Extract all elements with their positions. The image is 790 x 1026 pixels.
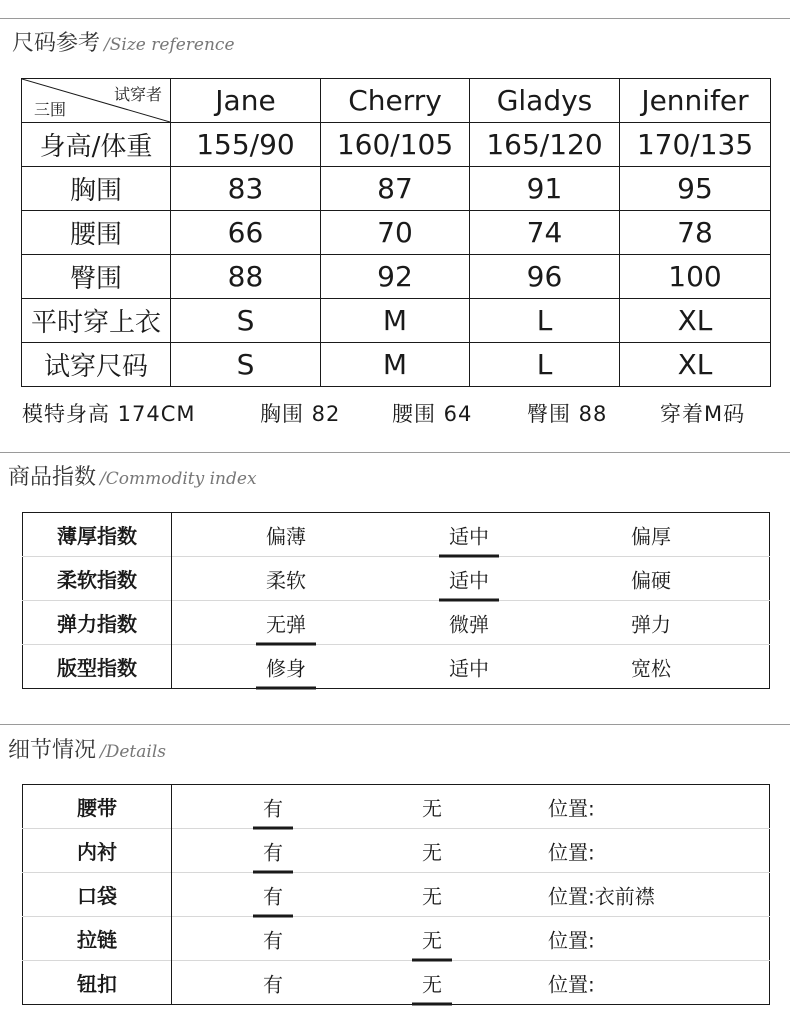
size-cell: 70 <box>321 211 470 255</box>
size-cell: 100 <box>620 255 771 299</box>
size-cell: 83 <box>171 167 321 211</box>
index-option-selected: 无弹 <box>266 608 306 637</box>
model-name: Gladys <box>470 79 620 123</box>
index-divider <box>0 452 790 453</box>
size-cell: 155/90 <box>171 123 321 167</box>
details-options <box>172 785 770 829</box>
details-options <box>172 873 770 917</box>
size-corner-cell <box>22 79 171 123</box>
index-label: 版型指数 <box>23 645 172 689</box>
size-cell: 95 <box>620 167 771 211</box>
index-options <box>172 601 770 645</box>
index-title-en: /Commodity index <box>100 469 257 489</box>
size-row-label: 身高/体重 <box>22 123 171 167</box>
size-cell: 165/120 <box>470 123 620 167</box>
size-cell: XL <box>620 299 771 343</box>
details-position: 位置: <box>548 840 595 864</box>
size-row <box>22 343 771 387</box>
size-cell: 160/105 <box>321 123 470 167</box>
details-label: 腰带 <box>23 785 172 829</box>
model-height: 模特身高 174CM <box>22 402 196 426</box>
size-section-title <box>12 26 235 57</box>
details-section-title <box>8 733 166 764</box>
details-divider <box>0 724 790 725</box>
model-info <box>22 398 782 426</box>
index-row <box>23 513 770 557</box>
top-divider <box>0 18 790 19</box>
details-row <box>23 829 770 873</box>
index-option: 偏薄 <box>266 524 306 548</box>
index-label: 薄厚指数 <box>23 513 172 557</box>
size-cell: 74 <box>470 211 620 255</box>
details-yes: 有 <box>263 972 283 996</box>
size-cell: L <box>470 343 620 387</box>
size-cell: 78 <box>620 211 771 255</box>
size-cell: 91 <box>470 167 620 211</box>
size-row <box>22 255 771 299</box>
size-cell: 96 <box>470 255 620 299</box>
model-bust: 胸围 82 <box>260 402 341 426</box>
details-row <box>23 785 770 829</box>
size-cell: M <box>321 299 470 343</box>
details-yes-selected: 有 <box>263 792 283 821</box>
details-position: 位置: <box>548 796 595 820</box>
model-waist: 腰围 64 <box>392 402 473 426</box>
index-options <box>172 513 770 557</box>
index-section-title <box>8 460 257 491</box>
size-row-label: 臀围 <box>22 255 171 299</box>
size-cell: 88 <box>171 255 321 299</box>
details-position: 位置: <box>548 972 595 996</box>
size-cell: 66 <box>171 211 321 255</box>
index-options <box>172 557 770 601</box>
size-table <box>21 78 771 387</box>
details-label: 钮扣 <box>23 961 172 1005</box>
index-table <box>22 512 770 689</box>
details-row <box>23 873 770 917</box>
model-hip: 臀围 88 <box>527 402 608 426</box>
size-row <box>22 211 771 255</box>
size-cell: M <box>321 343 470 387</box>
size-row <box>22 123 771 167</box>
index-option: 宽松 <box>631 656 671 680</box>
details-title-cn: 细节情况 <box>8 738 97 763</box>
corner-bottom-label: 三围 <box>34 100 67 119</box>
details-options <box>172 961 770 1005</box>
index-row <box>23 645 770 689</box>
model-name: Jennifer <box>620 79 771 123</box>
index-label: 柔软指数 <box>23 557 172 601</box>
size-row-label: 平时穿上衣 <box>22 299 171 343</box>
size-row-label: 试穿尺码 <box>22 343 171 387</box>
index-label: 弹力指数 <box>23 601 172 645</box>
details-label: 口袋 <box>23 873 172 917</box>
index-option: 适中 <box>449 656 489 680</box>
index-row <box>23 601 770 645</box>
index-option-selected: 适中 <box>449 564 489 593</box>
details-options <box>172 829 770 873</box>
details-position: 位置: <box>548 928 595 952</box>
size-cell: 170/135 <box>620 123 771 167</box>
details-no: 无 <box>422 796 442 820</box>
index-option-selected: 修身 <box>266 652 306 681</box>
index-row <box>23 557 770 601</box>
index-title-cn: 商品指数 <box>8 465 97 490</box>
details-position: 位置:衣前襟 <box>548 884 655 908</box>
details-title-en: /Details <box>100 742 166 762</box>
details-no-selected: 无 <box>422 924 442 953</box>
size-row-label: 胸围 <box>22 167 171 211</box>
model-name: Cherry <box>321 79 470 123</box>
details-label: 拉链 <box>23 917 172 961</box>
model-wearing: 穿着M码 <box>660 402 746 426</box>
details-options <box>172 917 770 961</box>
index-option: 弹力 <box>631 612 671 636</box>
details-row <box>23 917 770 961</box>
details-label: 内衬 <box>23 829 172 873</box>
index-option: 偏厚 <box>631 524 671 548</box>
corner-top-label: 试穿者 <box>113 85 162 104</box>
size-title-cn: 尺码参考 <box>12 31 101 56</box>
size-cell: 87 <box>321 167 470 211</box>
size-cell: L <box>470 299 620 343</box>
size-header-row <box>22 79 771 123</box>
index-option: 柔软 <box>266 568 306 592</box>
size-cell: S <box>171 299 321 343</box>
size-row-label: 腰围 <box>22 211 171 255</box>
details-yes-selected: 有 <box>263 880 283 909</box>
index-option: 微弹 <box>449 612 489 636</box>
details-yes-selected: 有 <box>263 836 283 865</box>
model-name: Jane <box>171 79 321 123</box>
index-options <box>172 645 770 689</box>
details-row <box>23 961 770 1005</box>
index-option: 偏硬 <box>631 568 671 592</box>
size-cell: 92 <box>321 255 470 299</box>
size-cell: XL <box>620 343 771 387</box>
details-no: 无 <box>422 884 442 908</box>
size-title-en: /Size reference <box>104 35 235 55</box>
details-no-selected: 无 <box>422 968 442 997</box>
details-yes: 有 <box>263 928 283 952</box>
index-option-selected: 适中 <box>449 520 489 549</box>
size-row <box>22 299 771 343</box>
size-cell: S <box>171 343 321 387</box>
size-row <box>22 167 771 211</box>
details-no: 无 <box>422 840 442 864</box>
details-table <box>22 784 770 1005</box>
